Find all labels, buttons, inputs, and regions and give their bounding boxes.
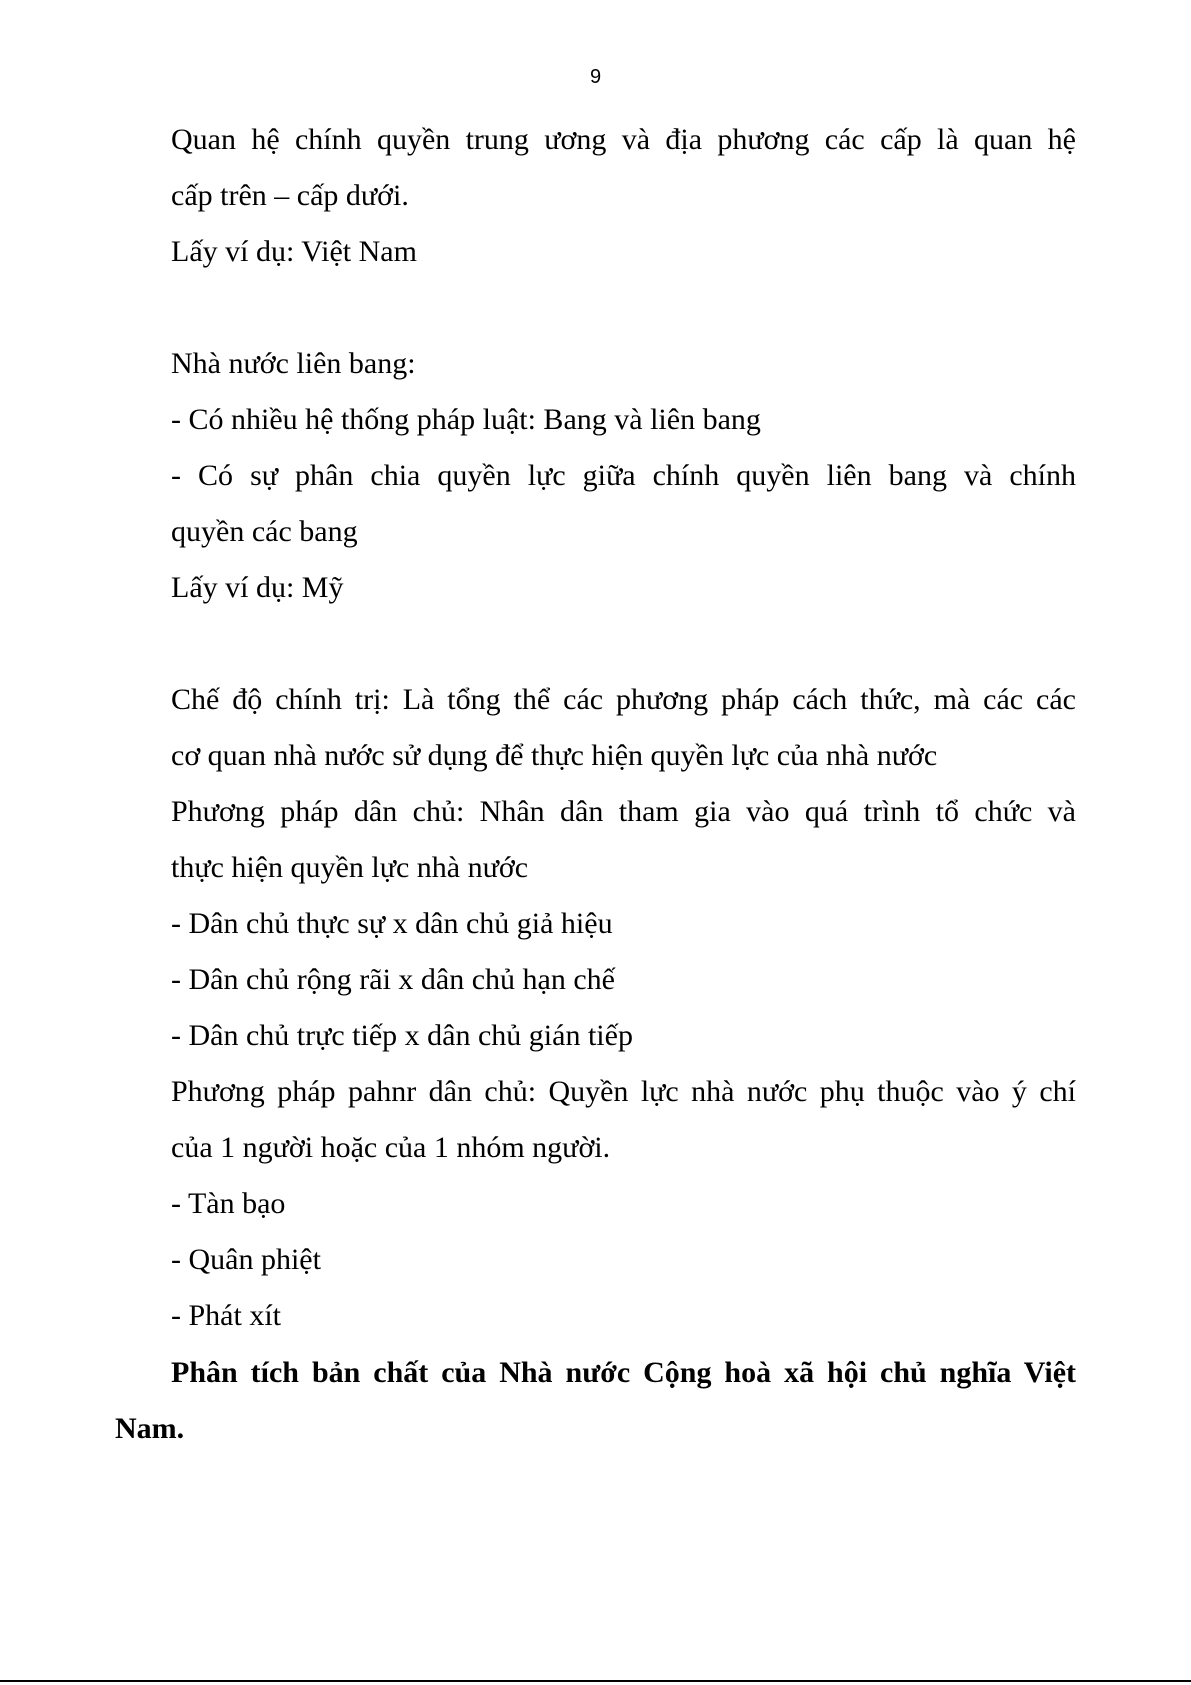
heading-line: Phân tích bản chất của Nhà nước Cộng hoà xã hội chủ nghĩa Việt (171, 1356, 1076, 1389)
heading-line: Nam. (115, 1412, 185, 1445)
page-number: 9 (589, 66, 602, 88)
list-item: - Tàn bạo (171, 1187, 286, 1220)
example-line: Lấy ví dụ: Việt Nam (171, 235, 417, 268)
list-item: - Có sự phân chia quyền lực giữa chính quyền liên bang và chính (171, 459, 1076, 492)
paragraph-line: Chế độ chính trị: Là tổng thể các phương pháp cách thức, mà các các (171, 683, 1076, 716)
list-item-continuation: quyền các bang (171, 515, 358, 548)
paragraph-line: cơ quan nhà nước sử dụng để thực hiện quyền lực của nhà nước (171, 739, 938, 772)
section-heading (115, 1345, 1076, 1457)
paragraph-line: của 1 người hoặc của 1 nhóm người. (171, 1131, 611, 1164)
list-item: - Dân chủ rộng rãi x dân chủ hạn chế (171, 963, 615, 996)
paragraph-line: Quan hệ chính quyền trung ương và địa phương các cấp là quan hệ (171, 123, 1076, 156)
list-item: - Phát xít (171, 1299, 281, 1332)
list-item: - Dân chủ trực tiếp x dân chủ gián tiếp (171, 1019, 633, 1052)
blank-line (171, 280, 1076, 336)
paragraph-line: Phương pháp dân chủ: Nhân dân tham gia vào quá trình tổ chức và (171, 795, 1076, 828)
paragraph-line: cấp trên – cấp dưới. (171, 179, 409, 212)
document-body (171, 112, 1076, 1344)
footer-rule (0, 1680, 1191, 1682)
list-item: - Dân chủ thực sự x dân chủ giả hiệu (171, 907, 613, 940)
list-item: - Có nhiều hệ thống pháp luật: Bang và liên bang (171, 403, 761, 436)
section-title: Nhà nước liên bang: (171, 347, 416, 380)
list-item: - Quân phiệt (171, 1243, 321, 1276)
paragraph-line: thực hiện quyền lực nhà nước (171, 851, 529, 884)
blank-line (171, 616, 1076, 672)
example-line: Lấy ví dụ: Mỹ (171, 571, 344, 604)
paragraph-line: Phương pháp pahnr dân chủ: Quyền lực nhà nước phụ thuộc vào ý chí (171, 1075, 1076, 1108)
